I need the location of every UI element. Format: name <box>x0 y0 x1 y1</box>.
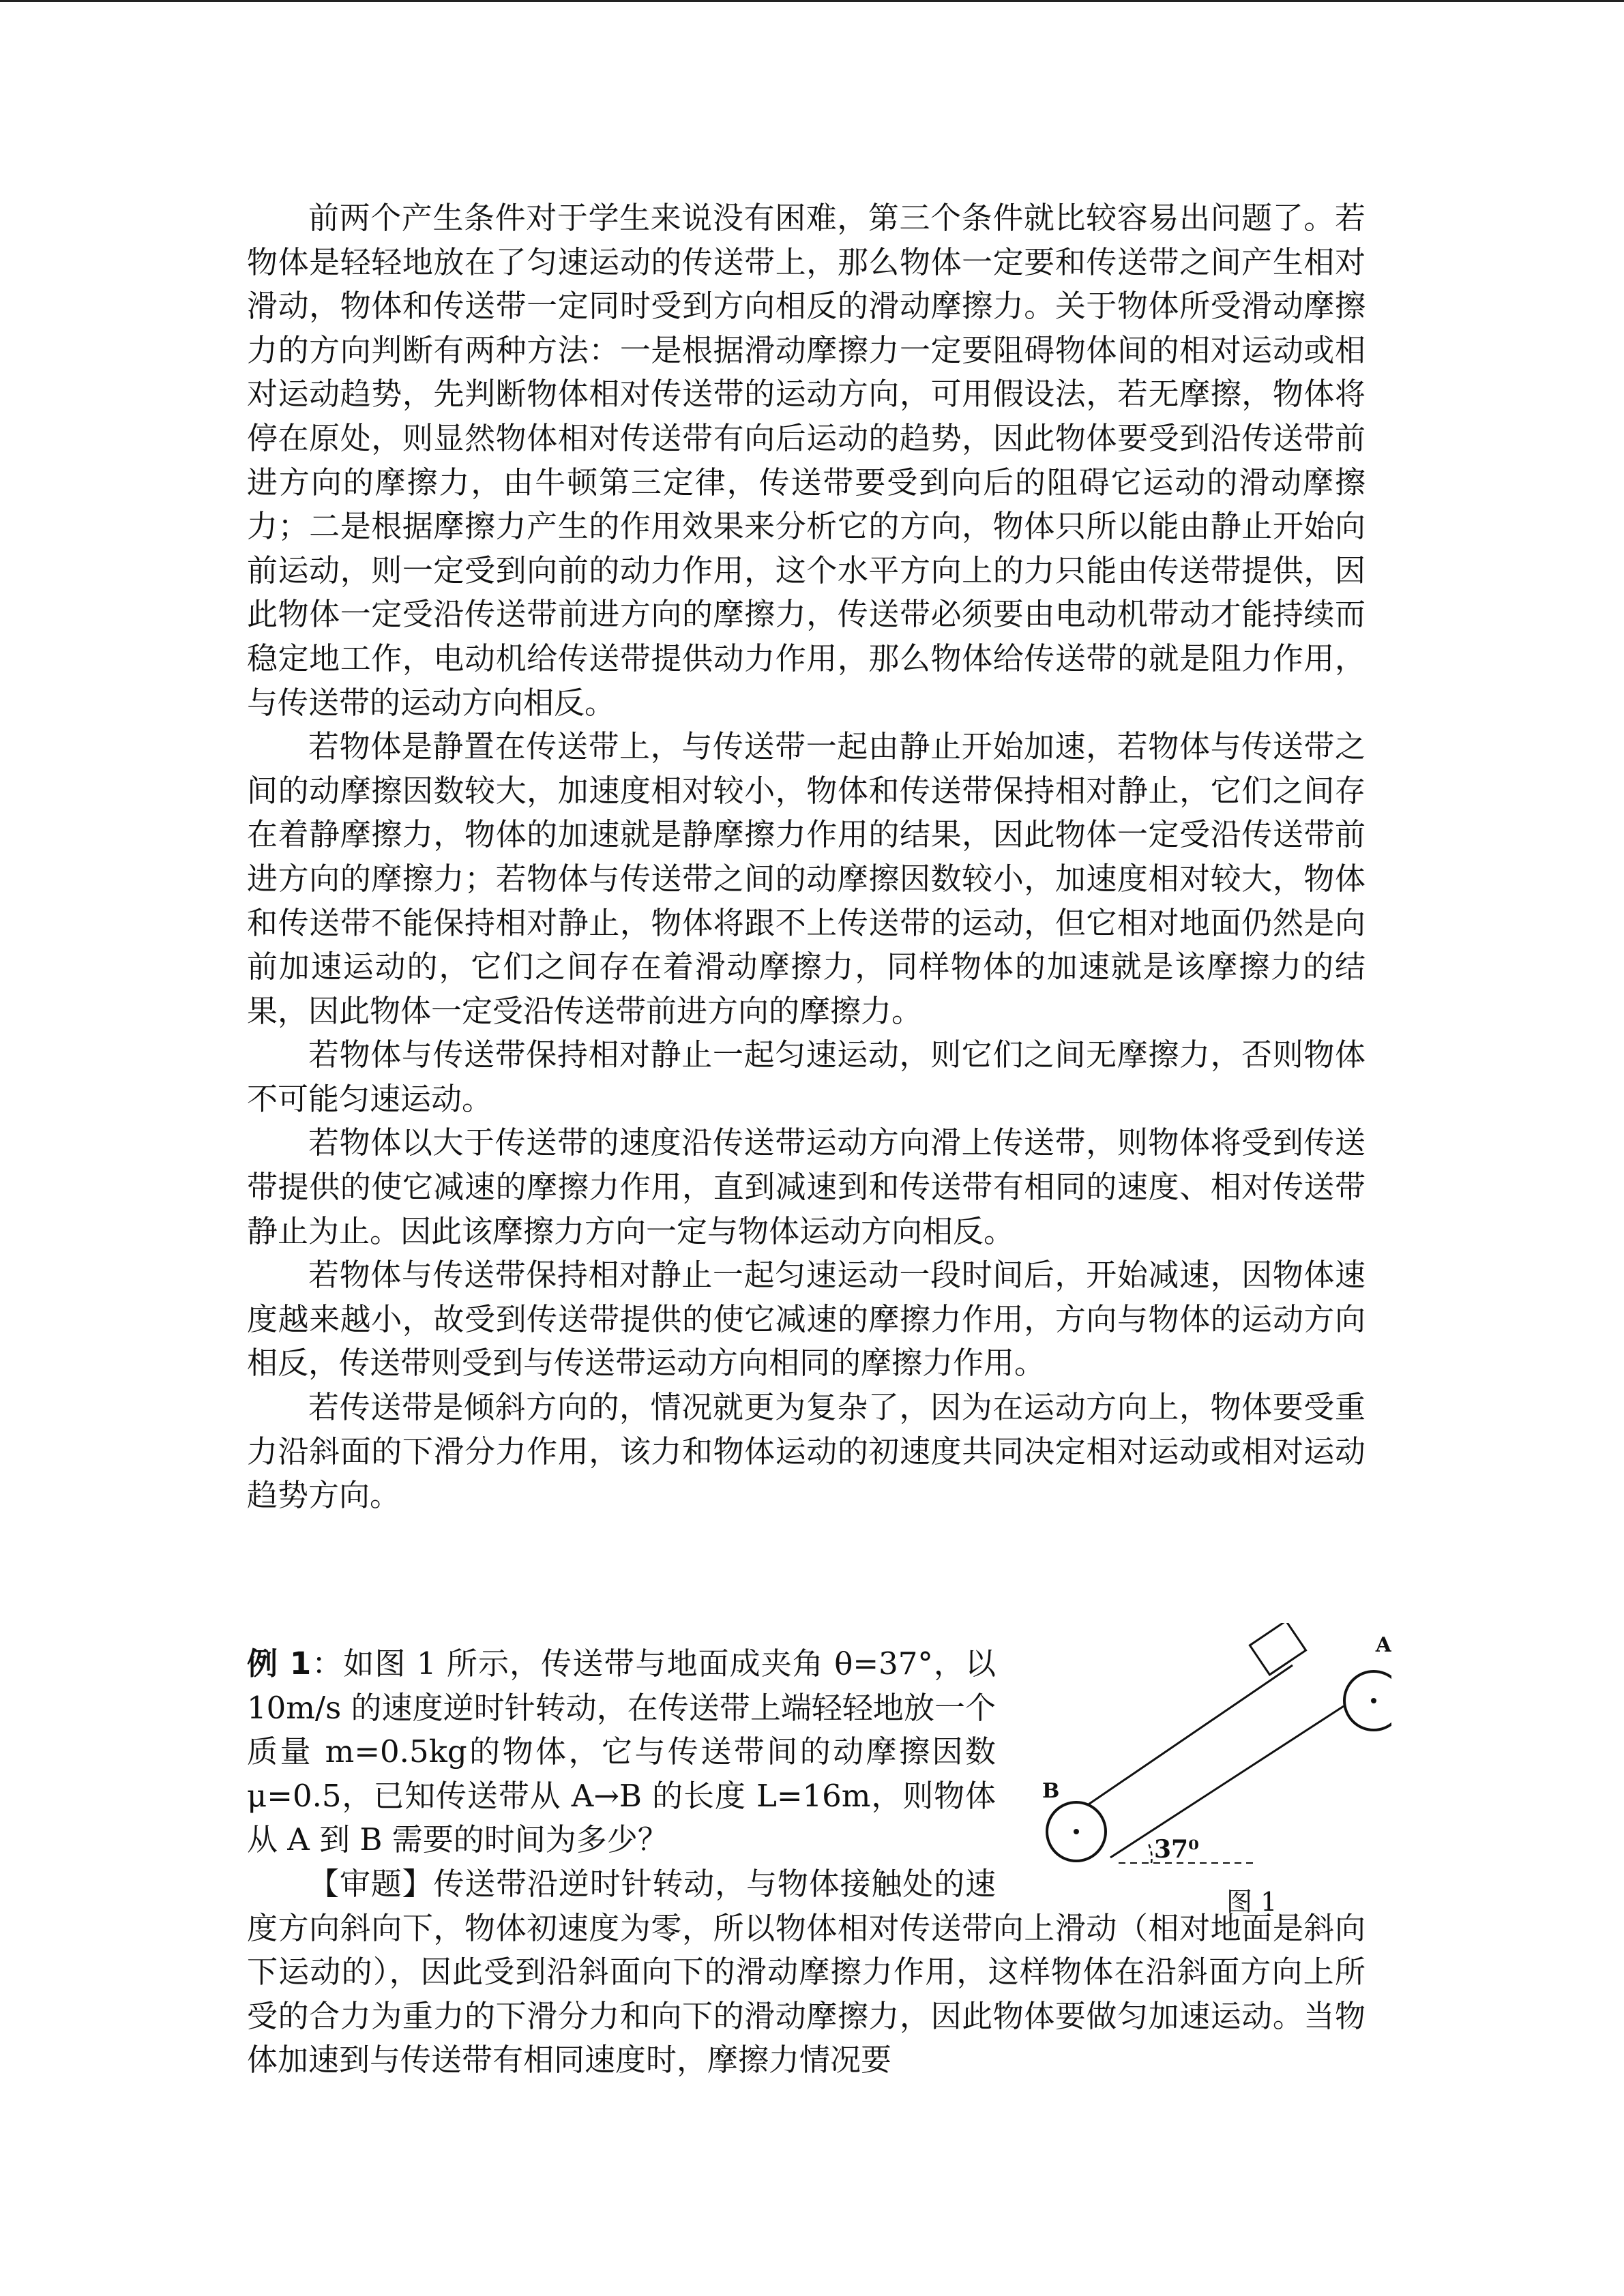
angle-label: 37⁰ <box>1154 1835 1199 1864</box>
paragraph-4: 若物体以大于传送带的速度沿传送带运动方向滑上传送带，则物体将受到传送带提供的使它减速的摩擦力作用，直到减速到和传送带有相同的速度、相对传送带静止为止。因此该摩擦力方向一定与物体运动方向相反。 <box>247 1124 1365 1249</box>
main-text <box>247 196 1365 1518</box>
conveyor-belt-figure <box>1023 1623 1391 1937</box>
paragraph-2: 若物体是静置在传送带上，与传送带一起由静止开始加速，若物体与传送带之间的动摩擦因数较大，加速度相对较小，物体和传送带保持相对静止，它们之间存在着静摩擦力，物体的加速就是静摩擦力作用的结果，因此物体一定受沿传送带前进方向的摩擦力；若物体与传送带之间的动摩擦因数较小，加速度相对较大，物体和传送带不能保持相对静止，物体将跟不上传送带的运动，但它相对地面仍然是向前加速运动的，它们之间存在着滑动摩擦力，同样物体的加速就是该摩擦力的结果，因此物体一定受沿传送带前进方向的摩擦力。 <box>247 728 1365 1029</box>
analysis-label: 【审题】 <box>308 1865 434 1902</box>
analysis-text: 传送带沿逆时针转动，与物体接触处的速度方向斜向下，物体初速度为零，所以物体相对传送带向上滑动（相对地面是斜向下运动的），因此受到沿斜面向下的滑动摩擦力作用，这样物体在沿斜面方向上所受的合力为重力的下滑分力和向下的滑动摩擦力，因此物体要做匀加速运动。当物体加速到与传送带有相同速度时，摩擦力情况要 <box>247 1865 1365 2078</box>
label-b: B <box>1042 1779 1060 1803</box>
paragraph-5: 若物体与传送带保持相对静止一起匀速运动一段时间后，开始减速，因物体速度越来越小，故受到传送带提供的使它减速的摩擦力作用，方向与物体的运动方向相反，传送带则受到与传送带运动方向相同的摩擦力作用。 <box>247 1257 1365 1382</box>
paragraph-1: 前两个产生条件对于学生来说没有困难，第三个条件就比较容易出问题了。若物体是轻轻地放在了匀速运动的传送带上，那么物体一定要和传送带之间产生相对滑动，物体和传送带一定同时受到方向相反的滑动摩擦力。关于物体所受滑动摩擦力的方向判断有两种方法：一是根据滑动摩擦力一定要阻碍物体间的相对运动或相对运动趋势，先判断物体相对传送带的运动方向，可用假设法，若无摩擦，物体将停在原处，则显然物体相对传送带有向后运动的趋势，因此物体要受到沿传送带前进方向的摩擦力，由牛顿第三定律，传送带要受到向后的阻碍它运动的滑动摩擦力；二是根据摩擦力产生的作用效果来分析它的方向，物体只所以能由静止开始向前运动，则一定受到向前的动力作用，这个水平方向上的力只能由传送带提供，因此物体一定受沿传送带前进方向的摩擦力，传送带必须要由电动机带动才能持续而稳定地工作，电动机给传送带提供动力作用，那么物体给传送带的就是阻力作用，与传送带的运动方向相反。 <box>247 200 1365 721</box>
angle-arc <box>1149 1844 1152 1863</box>
paragraph-3: 若物体与传送带保持相对静止一起匀速运动，则它们之间无摩擦力，否则物体不可能匀速运动。 <box>247 1037 1365 1117</box>
pulley-a <box>1344 1671 1391 1730</box>
figure-caption: 图 1 <box>1226 1887 1278 1917</box>
top-border-line <box>0 0 1624 2</box>
label-a: A <box>1375 1633 1391 1657</box>
example-question-text: ：如图 1 所示，传送带与地面成夹角 θ=37°，以 10m/s 的速度逆时针转动，在传送带上端轻轻地放一个质量 m=0.5kg的物体，它与传送带间的动摩擦因数 μ=0.5，已知传送带从 A→B 的长度 L=16m，则物体从 A 到 B 需要的时间为多少？ <box>247 1645 996 1858</box>
conveyor-belt-diagram <box>1023 1623 1391 1937</box>
paragraph-6: 若传送带是倾斜方向的，情况就更为复杂了，因为在运动方向上，物体要受重力沿斜面的下滑分力作用，该力和物体运动的初速度共同决定相对运动或相对运动趋势方向。 <box>247 1389 1365 1514</box>
example-label: 例 1 <box>247 1645 312 1682</box>
block-on-belt <box>1250 1623 1305 1675</box>
